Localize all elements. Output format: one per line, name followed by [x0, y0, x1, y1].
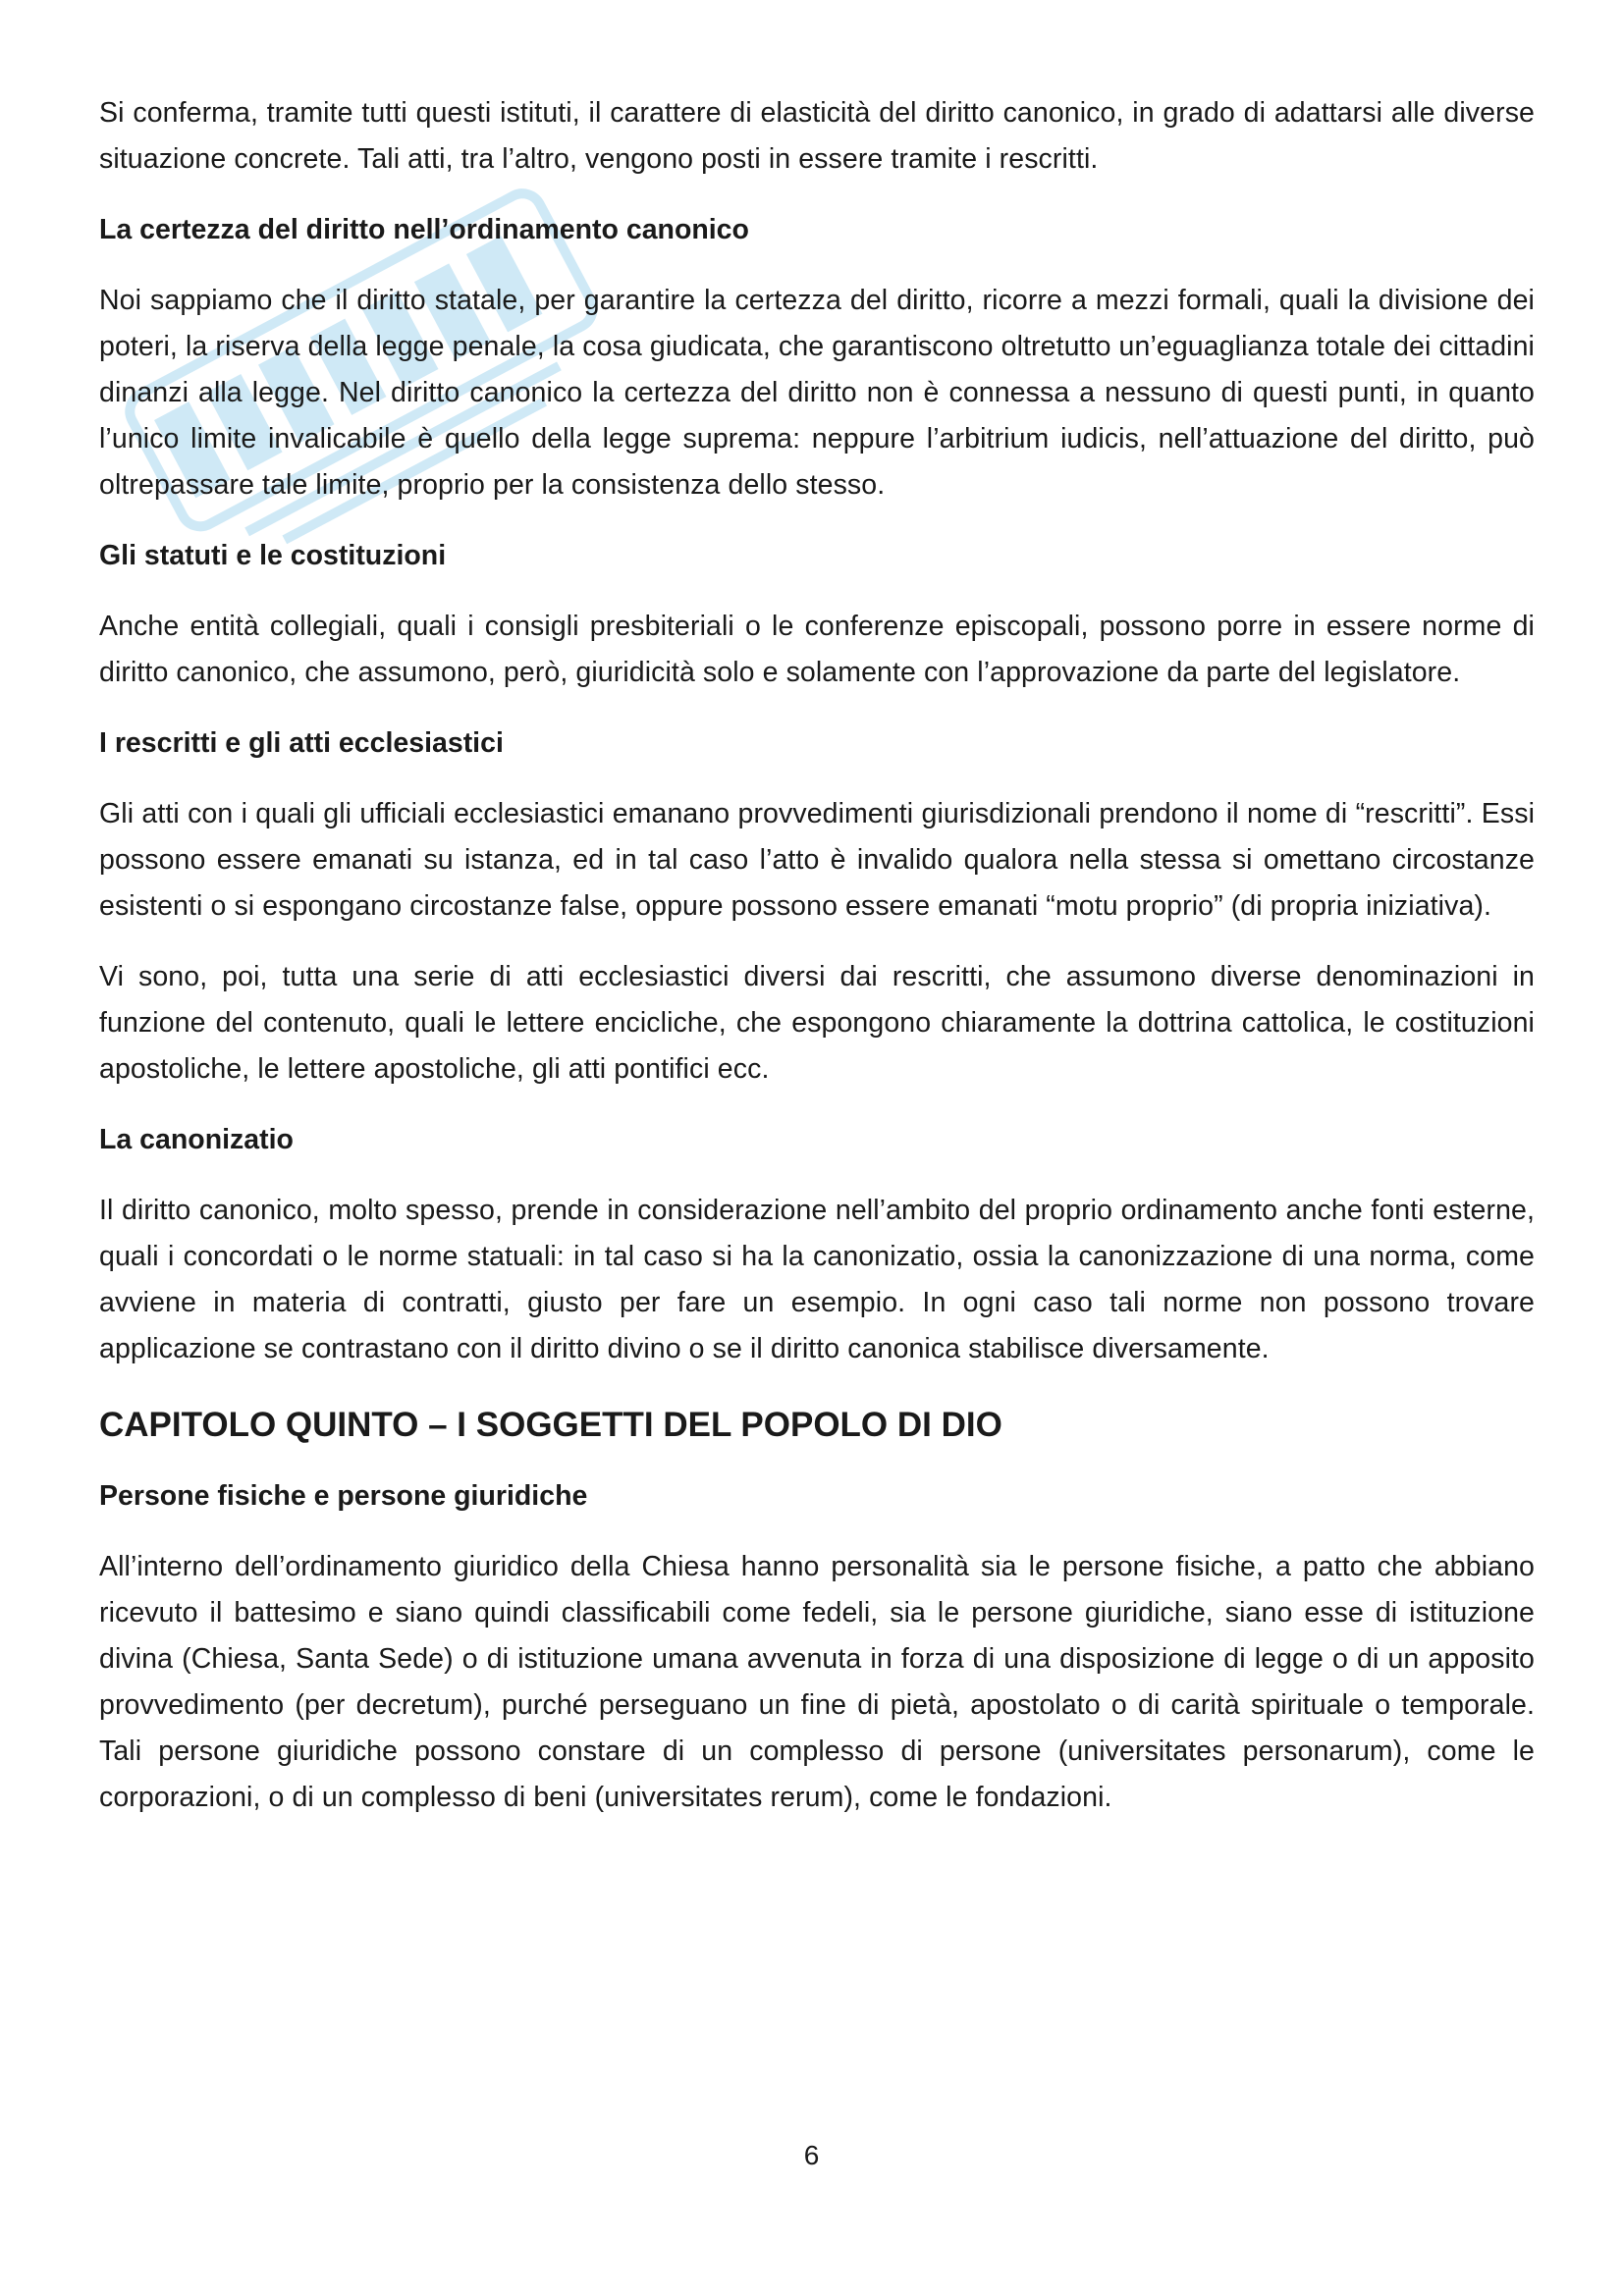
document-page	[99, 90, 1535, 1845]
paragraph-elasticita: Si conferma, tramite tutti questi istituti, il carattere di elasticità del diritto canonico, in grado di adattarsi alle diverse situazione concrete. Tali atti, tra l’altro, vengono posti in essere tramite i rescritti.	[99, 97, 1535, 175]
paragraph-canonizatio: Il diritto canonico, molto spesso, prende in considerazione nell’ambito del proprio ordinamento anche fonti esterne, quali i concordati o le norme statuali: in tal caso si ha la canonizatio, ossia la canonizzazione di una norma, come avviene in materia di contratti, giusto per fare un esempio. In ogni caso tali norme non possono trovare applicazione se contrastano con il diritto divino o se il diritto canonica stabilisce diversamente.	[99, 1195, 1535, 1364]
heading-rescritti: I rescritti e gli atti ecclesiastici	[99, 727, 504, 759]
paragraph-certezza: Noi sappiamo che il diritto statale, per garantire la certezza del diritto, ricorre a mezzi formali, quali la divisione dei poteri, la riserva della legge penale, la cosa giudicata, che garantiscono oltretutto un’eguaglianza totale dei cittadini dinanzi alla legge. Nel diritto canonico la certezza del diritto non è connessa a nessuno di questi punti, in quanto l’unico limite invalicabile è quello della legge suprema: neppure l’arbitrium iudicis, nell’attuazione del diritto, può oltrepassare tale limite, proprio per la consistenza dello stesso.	[99, 285, 1535, 501]
paragraph-statuti: Anche entità collegiali, quali i consigli presbiteriali o le conferenze episcopali, possono porre in essere norme di diritto canonico, che assumono, però, giuridicità solo e solamente con l’approvazione da parte del legislatore.	[99, 611, 1535, 688]
paragraph-rescritti: Gli atti con i quali gli ufficiali ecclesiastici emanano provvedimenti giurisdizionali prendono il nome di “rescritti”. Essi possono essere emanati su istanza, ed in tal caso l’atto è invalido qualora nella stessa si omettano circostanze esistenti o si espongano circostanze false, oppure possono essere emanati “motu proprio” (di propria iniziativa).	[99, 798, 1535, 922]
heading-persone: Persone fisiche e persone giuridiche	[99, 1480, 588, 1512]
paragraph-persone: All’interno dell’ordinamento giuridico della Chiesa hanno personalità sia le persone fisiche, a patto che abbiano ricevuto il battesimo e siano quindi classificabili come fedeli, sia le persone giuridiche, siano esse di istituzione divina (Chiesa, Santa Sede) o di istituzione umana avvenuta in forza di una disposizione di legge o di un apposito provvedimento (per decretum), purché perseguano un fine di pietà, apostolato o di carità spirituale o temporale. Tali persone giuridiche possono constare di un complesso di persone (universitates personarum), come le corporazioni, o di un complesso di beni (universitates rerum), come le fondazioni.	[99, 1551, 1535, 1813]
heading-statuti: Gli statuti e le costituzioni	[99, 540, 447, 571]
heading-canonizatio: La canonizatio	[99, 1124, 294, 1155]
page-number: 6	[803, 2140, 820, 2170]
chapter-title: CAPITOLO QUINTO – I SOGGETTI DEL POPOLO DI DIO	[99, 1406, 1002, 1444]
heading-certezza: La certezza del diritto nell’ordinamento canonico	[99, 214, 749, 245]
paragraph-atti-ecclesiastici: Vi sono, poi, tutta una serie di atti ecclesiastici diversi dai rescritti, che assumono diverse denominazioni in funzione del contenuto, quali le lettere encicliche, che espongono chiaramente la dottrina cattolica, le costituzioni apostoliche, le lettere apostoliche, gli atti pontifici ecc.	[99, 961, 1535, 1085]
